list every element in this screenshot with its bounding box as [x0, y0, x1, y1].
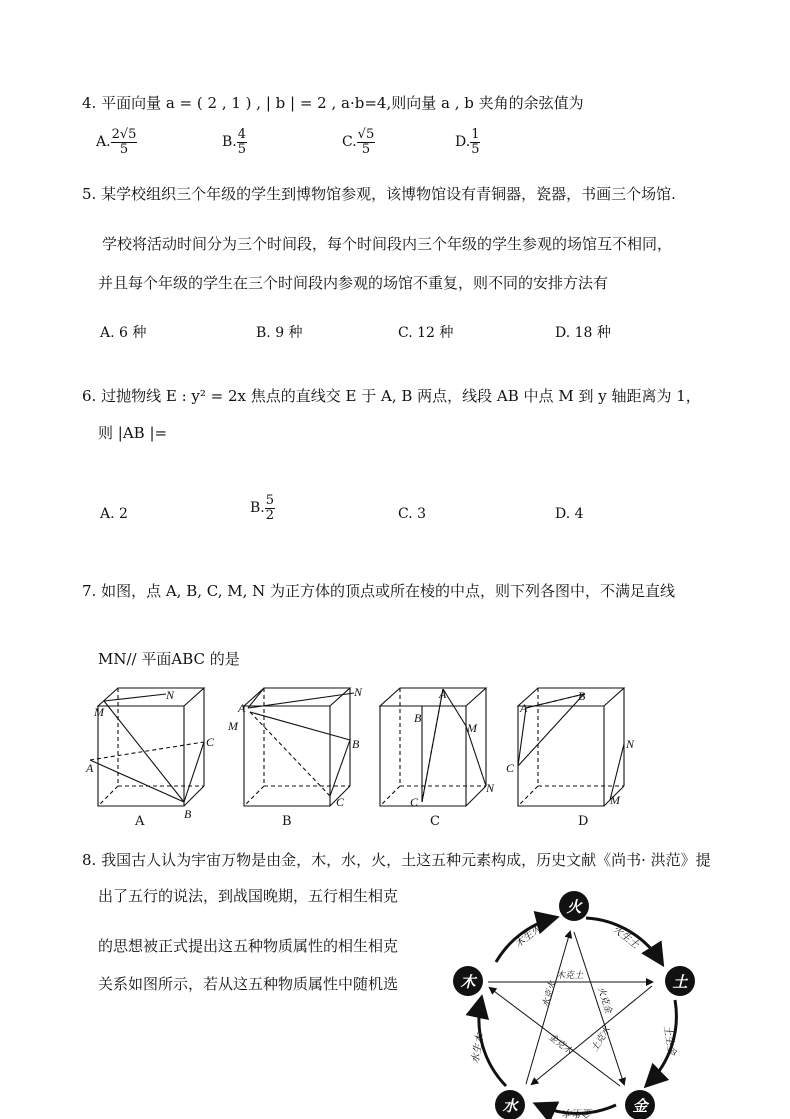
- fig-b-label-b: B: [352, 737, 360, 751]
- cube-figures: [80, 684, 650, 834]
- fig-b-label-a: A: [238, 701, 246, 715]
- label-metal-overcome-wood: 金克木: [546, 1031, 575, 1056]
- cube-figure-c: [380, 688, 486, 806]
- cube-caption-a: A: [135, 814, 145, 829]
- label-earth-overcome-water: 土克水: [589, 1024, 613, 1054]
- q5-line-1: 5. 某学校组织三个年级的学生到博物馆参观，该博物馆设有青铜器，瓷器，书画三个场馆.: [82, 185, 676, 203]
- element-fire: [559, 891, 589, 921]
- fig-b-label-c: C: [336, 795, 345, 809]
- q8-line-3: 的思想被正式提出这五种物质属性的相生相克: [98, 937, 399, 955]
- svg-text:水: 水: [502, 1099, 518, 1115]
- fig-a-label-n: N: [166, 688, 175, 702]
- label-wood-gen-fire: 木生火: [513, 923, 544, 951]
- label-water-overcome-fire: 水克火: [540, 979, 558, 1009]
- q4-option-d: D. $\frac{1}{5}$: [455, 127, 480, 157]
- q5-line-3: 并且每个年级的学生在三个时间段内参观的场馆不重复，则不同的安排方法有: [98, 274, 609, 292]
- label-metal-gen-water: 金生水: [563, 1107, 593, 1118]
- fig-c-label-c: C: [410, 795, 419, 809]
- element-wood: [453, 966, 483, 996]
- element-metal: [625, 1090, 655, 1119]
- q7-line-2: MN// 平面ABC 的是: [98, 650, 240, 668]
- fig-c-label-m: M: [467, 721, 477, 735]
- q5-option-b: B. 9 种: [256, 325, 303, 341]
- q6-option-b: B. $\frac{5}{2}$: [250, 493, 275, 523]
- q5-option-a: A. 6 种: [100, 325, 147, 341]
- fig-b-label-n: N: [354, 685, 363, 699]
- element-earth: [665, 966, 695, 996]
- q5-option-d: D. 18 种: [555, 325, 611, 341]
- cube-caption-b: B: [282, 814, 292, 829]
- svg-text:金: 金: [632, 1099, 648, 1115]
- svg-text:火: 火: [566, 900, 582, 916]
- fig-c-label-n: N: [486, 781, 495, 795]
- q8-line-4: 关系如图所示，若从这五种物质属性中随机选: [98, 975, 399, 993]
- q4-option-a: A. $\frac{2√5}{5}$: [96, 127, 137, 157]
- fig-d-label-c: C: [506, 761, 515, 775]
- fig-d-label-n: N: [626, 737, 635, 751]
- fig-c-label-a: A: [439, 687, 447, 701]
- fig-d-label-a: A: [520, 701, 528, 715]
- fig-a-label-a: A: [86, 761, 94, 775]
- label-fire-overcome-metal: 火克金: [596, 985, 614, 1015]
- q6-line-2: 则 |AB |=: [98, 424, 168, 442]
- q6-option-a: A. 2: [100, 506, 128, 522]
- q8-line-2: 出了五行的说法，到战国晚期，五行相生相克: [98, 887, 399, 905]
- q5-option-c: C. 12 种: [398, 325, 454, 341]
- fig-d-label-m: M: [610, 793, 620, 807]
- element-water: [495, 1090, 525, 1119]
- q4-option-b: B. $\frac{4}{5}$: [222, 127, 247, 157]
- fig-a-label-b: B: [184, 807, 192, 821]
- label-water-gen-wood: 水生木: [470, 1033, 487, 1065]
- cube-caption-c: C: [430, 814, 440, 829]
- label-wood-overcome-earth: 木克土: [556, 970, 584, 980]
- fig-a-label-c: C: [206, 735, 215, 749]
- q8-line-1: 8. 我国古人认为宇宙万物是由金，木，水，火，土这五种元素构成，历史文献《尚书· 洪范》提: [82, 851, 711, 869]
- q6-option-d: D. 4: [555, 506, 584, 522]
- cube-figure-d: [518, 688, 624, 806]
- svg-text:土: 土: [672, 975, 688, 991]
- cube-caption-d: D: [578, 814, 589, 829]
- q7-line-1: 7. 如图，点 A, B, C, M, N 为正方体的顶点或所在棱的中点，则下列各图中，不满足直线: [82, 582, 676, 600]
- label-fire-gen-earth: 火生土: [610, 923, 641, 951]
- five-elements-diagram: [448, 888, 708, 1119]
- cube-figure-b: [244, 688, 354, 806]
- q6-option-c: C. 3: [398, 506, 427, 522]
- q4-stem: 4. 平面向量 a = ( 2 , 1 ) , | b | = 2 , a·b=4,则向量 a , b 夹角的余弦值为: [82, 94, 584, 112]
- fig-c-label-b: B: [414, 711, 422, 725]
- fig-a-label-m: M: [94, 705, 104, 719]
- fig-d-label-b: B: [578, 689, 586, 703]
- label-earth-gen-metal: 土生金: [661, 1024, 678, 1057]
- cube-figure-a: [90, 688, 204, 806]
- fig-b-label-m: M: [228, 719, 238, 733]
- svg-text:木: 木: [460, 975, 476, 991]
- q4-option-c: C. $\frac{√5}{5}$: [342, 127, 375, 157]
- q5-line-2: 学校将活动时间分为三个时间段，每个时间段内三个年级的学生参观的场馆互不相同，: [102, 235, 673, 253]
- q6-line-1: 6. 过抛物线 E : y² = 2x 焦点的直线交 E 于 A, B 两点，线段 AB 中点 M 到 y 轴距离为 1，: [82, 387, 701, 405]
